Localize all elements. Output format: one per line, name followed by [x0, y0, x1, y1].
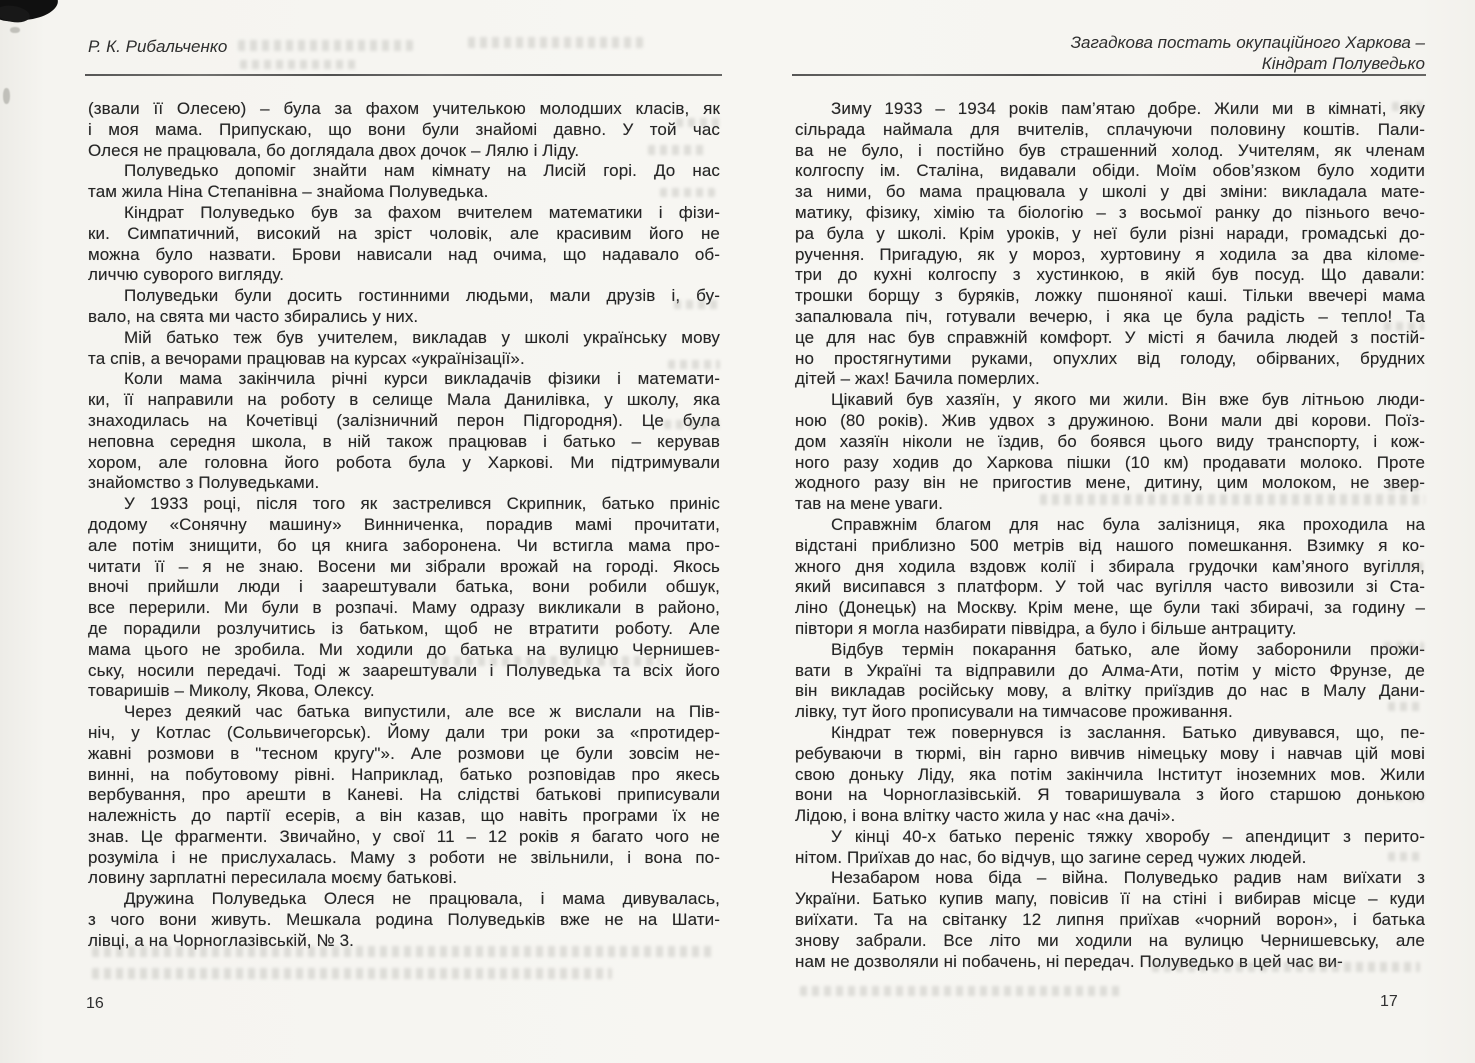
- text-line: знову забрали. Все літо ми ходили на вулицю Чернишевську, але: [795, 930, 1425, 950]
- bleed-through-artifact: [240, 60, 360, 69]
- text-line: лівці, а на Чорноглазівській, № 3.: [88, 930, 354, 950]
- text-line: Дружина Полуведька Олеся не працювала, і мама дивувалась,: [124, 889, 720, 909]
- text-line: жавні розмови в "тесном кругу"». Але розмови це були зовсім не-: [88, 743, 720, 763]
- text-line: нам не дозволяли ні побачень, ні передач. Полуведько в цей час ви-: [795, 951, 1343, 971]
- running-header-title-line1: Загадкова постать окупаційного Харкова –: [1070, 33, 1425, 52]
- scan-speck-artifact: [3, 88, 10, 104]
- text-line: знав. Це фрагменти. Звичайно, у свої 11 – 12 років я багато чого не: [88, 826, 720, 846]
- text-line: ську, носили передачі. Тоді ж заарештували і Полуведька та всіх його: [88, 660, 720, 680]
- bleed-through-artifact: [92, 968, 612, 979]
- text-line: Відбув термін покарання батько, але йому заборонили прожи-: [831, 639, 1425, 659]
- bleed-through-artifact: [1384, 642, 1424, 651]
- text-line: трошки борщу з буряків, ложку пшоняної каші. Тільки ввечері мама: [795, 286, 1425, 306]
- text-line: Справжнім благом для нас була залізниця, яка проходила на: [831, 514, 1425, 534]
- text-line: Цікавий був хазяїн, у якого ми жили. Він вже був літньою люди-: [831, 390, 1425, 410]
- bleed-through-artifact: [1040, 494, 1425, 505]
- text-line: У кінці 40-х батько переніс тяжку хворобу – апендицит з перито-: [831, 826, 1425, 846]
- page-number-left: 16: [86, 995, 104, 1012]
- text-line: дом хазяїн ніколи не їздив, бо боявся цього виду транспорту, і кож-: [795, 431, 1425, 451]
- text-line: колгоспу ім. Сталіна, видавали обіди. Моїм обов’язком було ходити: [795, 161, 1425, 181]
- text-line: мама цього не зробила. Ми ходили до батька на вулицю Чернишев-: [88, 639, 720, 659]
- bleed-through-artifact: [664, 420, 720, 429]
- text-line: Зиму 1933 – 1934 років пам’ятаю добре. Жили ми в кімнаті, яку: [831, 99, 1425, 118]
- text-line: Полуведько допоміг знайти нам кімнату на Лисій горі. До нас: [124, 161, 720, 181]
- text-line: знайомство з Полуведьками.: [88, 473, 320, 493]
- text-line: України. Батько купив мапу, повісив її на стіні і вибирав місце – куди: [795, 889, 1425, 909]
- text-line: винні, на побутовому рівні. Наприклад, батько розповідав про якесь: [88, 764, 720, 784]
- text-line: ребуваючи в тюрмі, він гарно вивчив німецьку мову і навчав цій мові: [795, 743, 1425, 763]
- text-line: ва не було, і постійно був страшенний холод. Учителям, як членам: [795, 140, 1425, 160]
- text-line: вони на Чорноглазівській. Я товаришувала з його старшою донькою: [795, 785, 1425, 805]
- text-line: лівку, тут його прописували на тимчасове проживання.: [795, 702, 1233, 722]
- text-line: можна було назвати. Брови нависали над очима, що надавало об-: [88, 244, 720, 264]
- bleed-through-artifact: [660, 188, 715, 197]
- text-line: свою доньку Ліду, яка потім закінчила Інститут іноземних мов. Жили: [795, 764, 1425, 784]
- text-line: дітей – жах! Бачила померлих.: [795, 369, 1040, 389]
- text-line: розуміла і не прислухалась. Маму з роботи не звільнили, і вона по-: [88, 847, 720, 867]
- text-line: У 1933 році, після того як застрелився Скрипник, батько приніс: [124, 494, 720, 514]
- text-line: відстані приблизно 500 метрів від нашого помешкання. Взимку я ко-: [795, 535, 1425, 555]
- text-line: це для нас був справжній комфорт. У місті я бачила людей з постій-: [795, 327, 1425, 347]
- bleed-through-artifact: [1392, 562, 1424, 571]
- text-line: знаходилась на Кочетівці (залізничний перон Підгородня). Це була: [88, 410, 720, 430]
- text-line: жного дня ходила вздовж колії і збирала грудочки кам’яного вугілля,: [795, 556, 1425, 576]
- text-line: належність до партії есерів, а він казав, що навіть програми їх не: [88, 806, 720, 826]
- text-line: запалювала піч, готували вечерю, і яка це була радість – тепло! Та: [795, 306, 1425, 326]
- text-line: вербування, про арешти в Каневі. На слідстві батькові приписували: [88, 785, 720, 805]
- text-line: вночі прийшли люди і заарештували батька, вони робили обшук,: [88, 577, 720, 597]
- bleed-through-artifact: [668, 360, 720, 369]
- bleed-through-artifact: [800, 986, 1120, 996]
- text-line: з чого вони живуть. Мешкала родина Полуведьків вже не на Шати-: [88, 910, 720, 930]
- text-line: який висипався з платформ. У той час вугілля часто вивозили зі Ста-: [795, 577, 1425, 597]
- text-line: товаришів – Миколу, Якова, Олексу.: [88, 681, 375, 701]
- text-line: Через деякий час батька випустили, але все ж вислали на Пів-: [124, 702, 720, 722]
- text-line: ки. Симпатичний, високий на зріст чоловік, але красивим його не: [88, 223, 720, 243]
- text-line: ручення. Пригадую, як у мороз, хуртовину я ходила за два кіломе-: [795, 244, 1425, 264]
- text-line: ки, її направили на роботу в селище Мала Данилівка, у школу, яка: [88, 390, 720, 410]
- right-page-body: [795, 99, 1425, 972]
- bleed-through-artifact: [1388, 482, 1424, 491]
- text-line: він викладав російську мову, а влітку приїздив до нас в Малу Дани-: [795, 681, 1425, 701]
- text-line: де порадили розлучитись із батьком, щоб не втратити роботу. Але: [88, 618, 720, 638]
- text-line: додому «Сонячну машину» Винниченка, порадив мамі прочитати,: [88, 514, 720, 534]
- bleed-through-artifact: [430, 656, 660, 666]
- text-line: ліно (Донецьк) на Москву. Крім мене, ще були такі збирачі, за годину –: [795, 598, 1425, 618]
- text-line: тав на мене уваги.: [795, 494, 944, 514]
- bleed-through-artifact: [468, 37, 643, 48]
- text-line: нітом. Приїхав до нас, бо відчув, що загине серед чужих людей.: [795, 847, 1307, 867]
- text-line: (звали її Олесею) – була за фахом учителькою молодших класів, як: [88, 99, 720, 118]
- text-line: три до кухні колгоспу з хустинкою, в якій був посуд. Що давали:: [795, 265, 1425, 285]
- text-line: ною (80 років). Жив удвох з дружиною. Вони мали дві корови. Поїз-: [795, 410, 1425, 430]
- running-header-author: Р. К. Рибальченко: [88, 37, 228, 56]
- bleed-through-artifact: [1152, 962, 1420, 972]
- text-line: півтори я могла назбирати піввідра, а було і більше антрациту.: [795, 618, 1297, 638]
- bleed-through-artifact: [648, 145, 708, 155]
- page-number-right: 17: [1380, 993, 1398, 1010]
- bleed-through-artifact: [1392, 102, 1424, 111]
- bleed-through-artifact: [1384, 322, 1424, 331]
- text-line: матику, фізику, хімію та біологію – з восьмої ранку до пізнього вечо-: [795, 202, 1425, 222]
- text-line: вати в Україні та відправили до Алма-Ати, потім у місто Фрунзе, де: [795, 660, 1425, 680]
- header-rule: [792, 74, 1426, 76]
- text-line: личчю суворого вигляду.: [88, 265, 285, 285]
- text-line: але потім знищити, бо ця книга заборонена. Чи встигла мама про-: [88, 535, 720, 555]
- bleed-through-artifact: [1384, 792, 1424, 801]
- text-line: ніч, у Котлас (Сольвичегорськ). Йому дали три роки за «протидер-: [88, 722, 720, 742]
- running-header-title-line2: Кіндрат Полуведько: [1261, 54, 1425, 73]
- text-line: Незабаром нова біда – війна. Полуведько радив нам виїхати з: [831, 868, 1425, 888]
- bleed-through-artifact: [676, 118, 720, 127]
- bleed-through-artifact: [1388, 852, 1424, 861]
- text-line: Лідою, і вона влітку часто жила у нас «на дачі».: [795, 806, 1176, 826]
- text-line: неповна середня школа, в ній також працював і батько – керував: [88, 431, 720, 451]
- text-line: Кіндрат Полуведько був за фахом вчителем математики і фізи-: [124, 202, 720, 222]
- text-line: виїхати. Та на світанку 12 липня приїхав «чорний ворон», і батька: [795, 910, 1425, 930]
- text-line: все перерили. Ми були в розпачі. Маму одразу викликали в районо,: [88, 598, 720, 618]
- left-page-body: [88, 99, 720, 952]
- text-line: хором, але головна його робота була у Харкові. Ми підтримували: [88, 452, 720, 472]
- bleed-through-artifact: [92, 946, 714, 957]
- text-line: там жила Ніна Степанівна – знайома Полуведька.: [88, 182, 489, 202]
- text-line: ра була у школі. Крім уроків, у неї були різні наради, громадські до-: [795, 223, 1425, 243]
- text-line: і моя мама. Припускаю, що вони були знайомі давно. У той час: [88, 119, 720, 139]
- text-line: Олеся не працювала, бо доглядала двох дочок – Лялю і Ліду.: [88, 140, 580, 160]
- scan-speck-artifact: [10, 27, 20, 33]
- text-line: за ними, бо мама працювала у школі у дві зміни: викладала мате-: [795, 182, 1425, 202]
- bleed-through-artifact: [1388, 702, 1424, 711]
- bleed-through-artifact: [1388, 252, 1424, 261]
- text-line: Мій батько теж був учителем, викладав у школі українську мову: [124, 327, 720, 347]
- header-rule: [85, 74, 722, 76]
- text-line: но простягнутими руками, опухлих від голоду, обірваних, брудних: [795, 348, 1425, 368]
- text-line: Коли мама закінчила річні курси викладачів фізики і математи-: [124, 369, 720, 389]
- running-header-title: [795, 32, 1425, 74]
- text-line: сільрада наймала для вчителів, сплачуючи половину коштів. Пали-: [795, 119, 1425, 139]
- text-line: вало, на свята ми часто збирались у них.: [88, 306, 419, 326]
- text-line: Полуведьки були досить гостинними людьми, мали друзів і, бу-: [124, 286, 720, 306]
- text-line: читати її – я не знаю. Восени ми зібрали врожай на городі. Якось: [88, 556, 720, 576]
- text-line: та спів, а вечорами працював на курсах «українізації».: [88, 348, 525, 368]
- text-line: Кіндрат теж повернувся із заслання. Батько дивувався, що, пе-: [831, 722, 1425, 742]
- text-line: ловину зарплатні пересилала моєму батькові.: [88, 868, 458, 888]
- bleed-through-artifact: [674, 300, 720, 309]
- bleed-through-artifact: [238, 40, 413, 51]
- text-line: ного разу ходив до Харкова пішки (10 км) продавати молоко. Проте: [795, 452, 1425, 472]
- text-line: жодного разу він не пригостив мене, дитину, цим молоком, не звер-: [795, 473, 1425, 493]
